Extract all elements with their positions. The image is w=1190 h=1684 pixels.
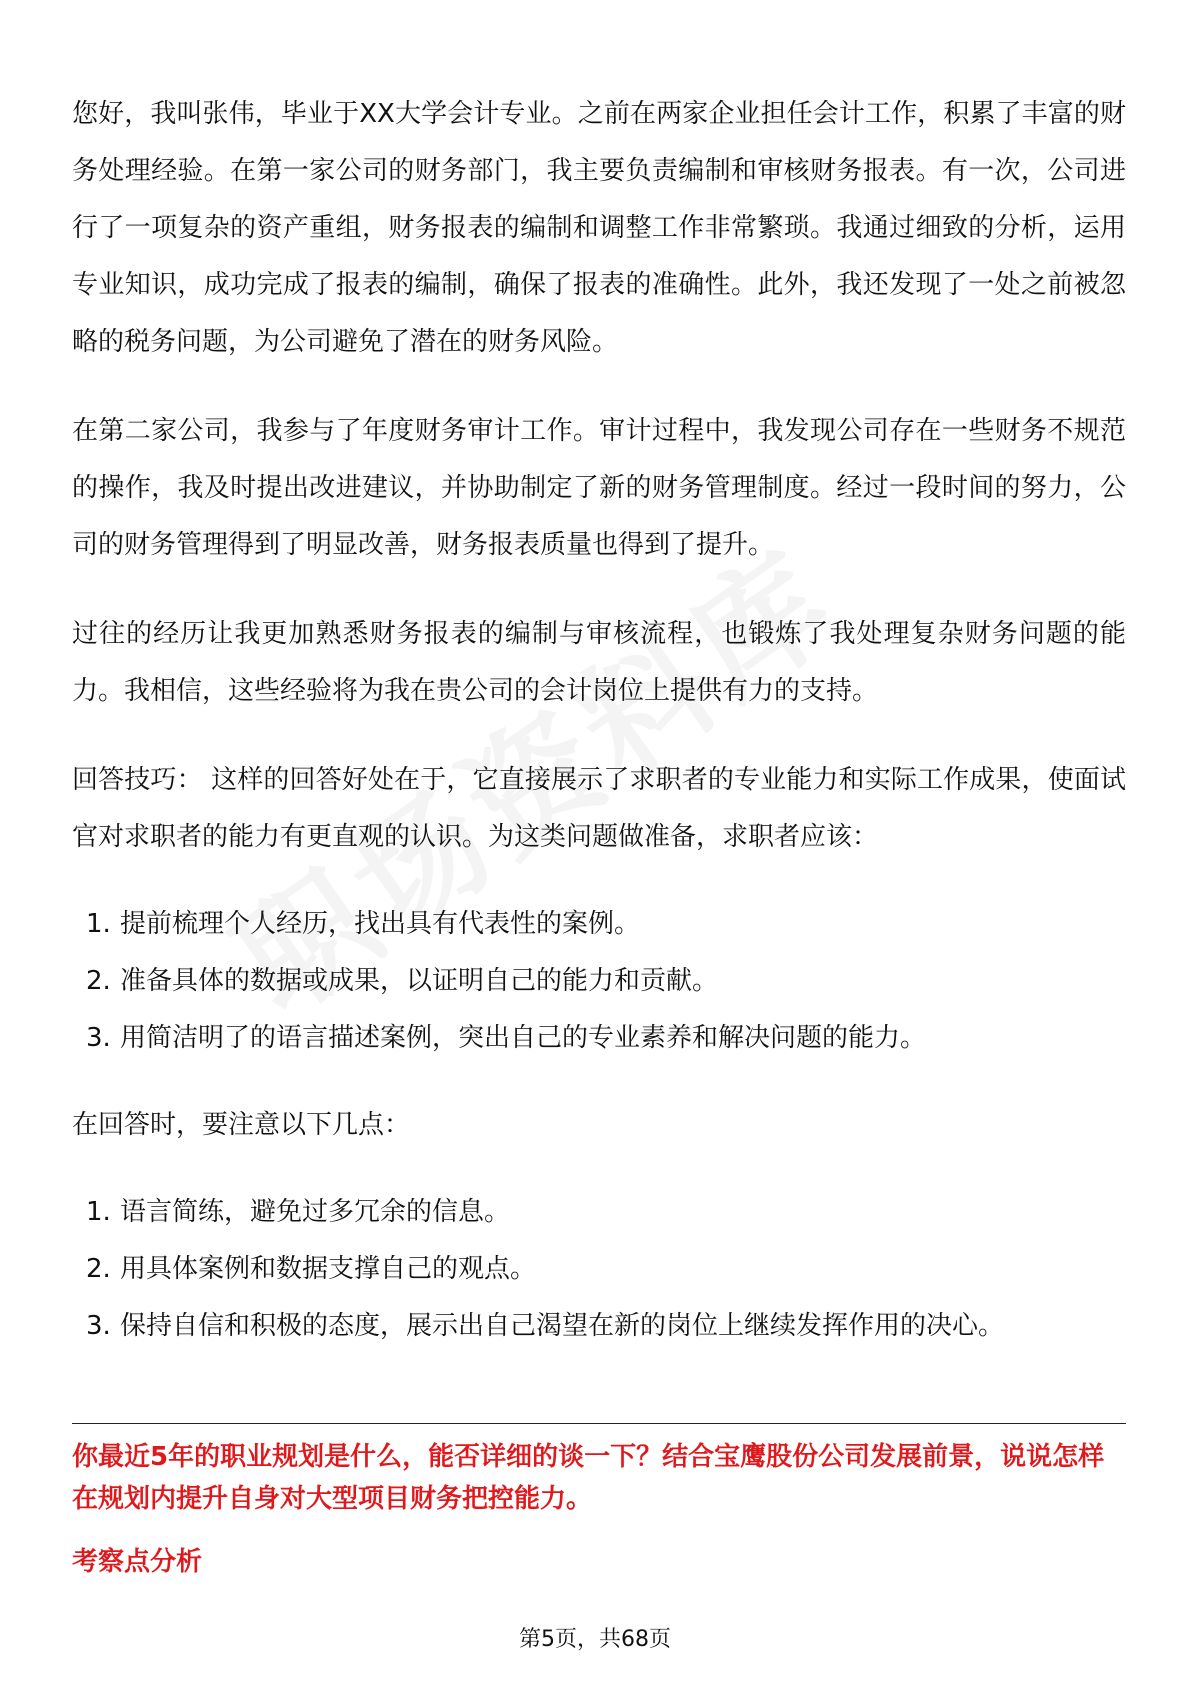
page-footer: 第5页，共68页 [519,1627,671,1652]
list-item: 3. 用简洁明了的语言描述案例，突出自己的专业素养和解决问题的能力。 [86,1023,927,1053]
list-item: 3. 保持自信和积极的态度，展示出自己渴望在新的岗位上继续发挥作用的决心。 [86,1311,1005,1341]
body-content [72,86,1126,1355]
list-item: 1. 提前梳理个人经历，找出具有代表性的案例。 [86,909,641,939]
paragraph-second-company: 在第二家公司，我参与了年度财务审计工作。审计过程中，我发现公司存在一些财务不规范的操作，我及时提出改进建议，并协助制定了新的财务管理制度。经过一段时间的努力，公司的财务管理得到了明显改善，财务报表质量也得到了提升。 [72,416,1126,560]
paragraph-answer-intro: 您好，我叫张伟，毕业于XX大学会计专业。之前在两家企业担任会计工作，积累了丰富的财务处理经验。在第一家公司的财务部门，我主要负责编制和审核财务报表。有一次，公司进行了一项复杂的资产重组，财务报表的编制和调整工作非常繁琐。我通过细致的分析，运用专业知识，成功完成了报表的编制，确保了报表的准确性。此外，我还发现了一处之前被忽略的税务问题，为公司避免了潜在的财务风险。 [72,99,1126,357]
paragraph-notes-intro: 在回答时，要注意以下几点： [72,1110,411,1140]
list-item: 2. 准备具体的数据或成果，以证明自己的能力和贡献。 [86,966,719,996]
list-item: 1. 语言简练，避免过多冗余的信息。 [86,1197,511,1227]
analysis-heading: 考察点分析 [72,1547,203,1577]
section-divider [72,1423,1126,1424]
preparation-list [72,896,1126,1067]
notes-list [72,1184,1126,1355]
paragraph-summary: 过往的经历让我更加熟悉财务报表的编制与审核流程，也锻炼了我处理复杂财务问题的能力。我相信，这些经验将为我在贵公司的会计岗位上提供有力的支持。 [72,619,1126,706]
paragraph-answer-tips: 回答技巧： 这样的回答好处在于，它直接展示了求职者的专业能力和实际工作成果，使面试官对求职者的能力有更直观的认识。为这类问题做准备，求职者应该： [72,765,1126,852]
interview-question: 你最近5年的职业规划是什么，能否详细的谈一下？结合宝鹰股份公司发展前景，说说怎样在规划内提升自身对大型项目财务把控能力。 [72,1442,1105,1514]
list-item: 2. 用具体案例和数据支撑自己的观点。 [86,1254,537,1284]
